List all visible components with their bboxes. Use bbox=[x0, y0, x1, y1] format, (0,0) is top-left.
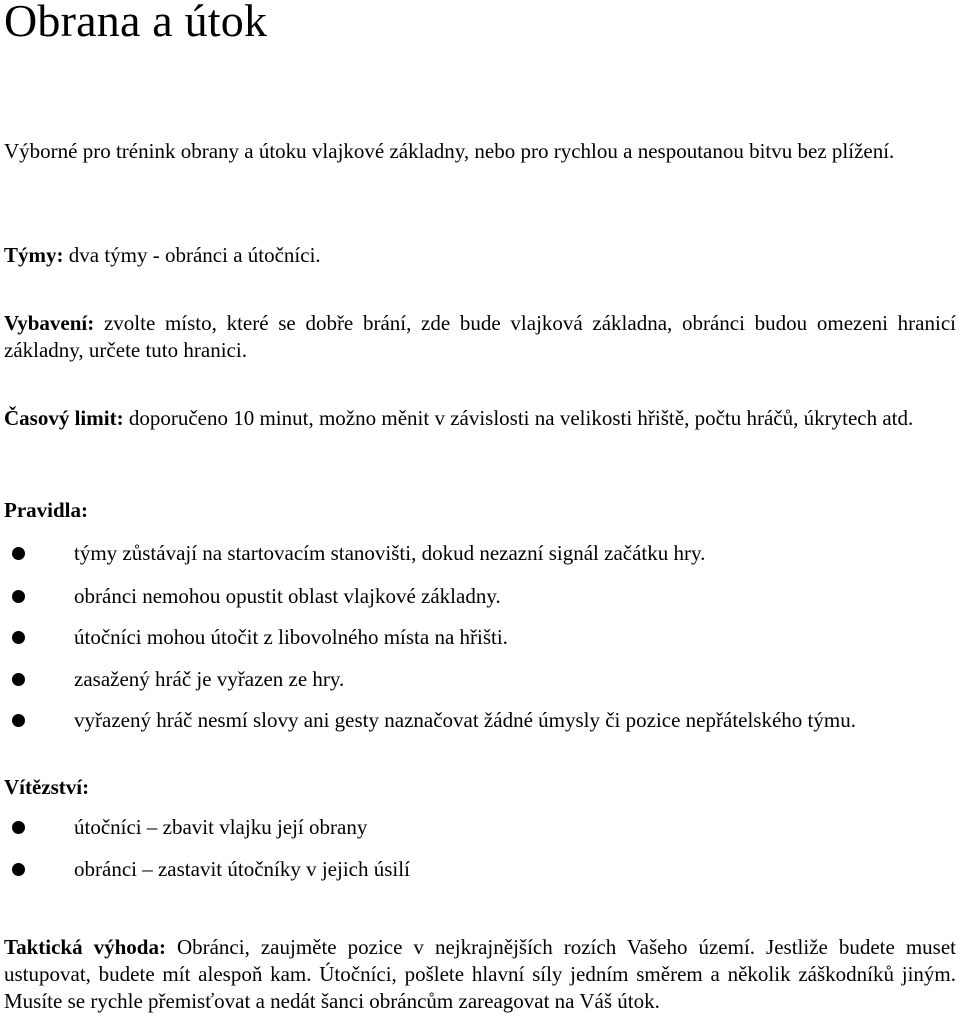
victory-text: útočníci – zbavit vlajku její obrany bbox=[74, 815, 368, 839]
bullet-icon bbox=[12, 631, 25, 644]
time-limit-paragraph bbox=[4, 405, 956, 432]
bullet-icon bbox=[12, 863, 25, 876]
equipment-label: Vybavení: bbox=[4, 311, 95, 335]
bullet-icon bbox=[12, 673, 25, 686]
teams-label: Týmy: bbox=[4, 243, 64, 267]
intro-paragraph: Výborné pro trénink obrany a útoku vlajkové základny, nebo pro rychlou a nespoutanou bitvu bez plížení. bbox=[4, 139, 895, 163]
time-limit-text: doporučeno 10 minut, možno měnit v závislosti na velikosti hřiště, počtu hráčů, úkrytech atd. bbox=[123, 406, 914, 430]
tactics-text: Obránci, zaujměte pozice v nejkrajnějších rozích Vašeho území. Jestliže budete muset ustupovat, budete mít alespoň kam. Útočníci, pošlete hlavní síly jedním směrem a několik záškodníků jiným. Musíte se rychle přemisťovat a nedát šanci obráncům zareagovat na Váš útok. bbox=[4, 935, 957, 1013]
rule-text: vyřazený hráč nesmí slovy ani gesty naznačovat žádné úmysly či pozice nepřátelského týmu. bbox=[74, 708, 856, 732]
tactics-paragraph bbox=[4, 934, 956, 1015]
time-limit-label: Časový limit: bbox=[4, 406, 124, 430]
bullet-icon bbox=[12, 821, 25, 834]
tactics-label: Taktická výhoda: bbox=[4, 935, 166, 959]
rule-text: útočníci mohou útočit z libovolného místa na hřišti. bbox=[74, 625, 508, 649]
bullet-icon bbox=[12, 714, 25, 727]
victory-text: obránci – zastavit útočníky v jejich úsilí bbox=[74, 857, 410, 881]
rules-heading: Pravidla: bbox=[4, 498, 88, 522]
page-title: Obrana a útok bbox=[4, 0, 268, 46]
rule-text: obránci nemohou opustit oblast vlajkové základny. bbox=[74, 584, 501, 608]
rule-text: zasažený hráč je vyřazen ze hry. bbox=[74, 667, 345, 691]
equipment-text: zvolte místo, které se dobře brání, zde bude vlajková základna, obránci budou omezeni hranicí základny, určete tuto hranici. bbox=[4, 311, 956, 362]
teams-paragraph bbox=[4, 242, 956, 269]
rule-text: týmy zůstávají na startovacím stanovišti, dokud nezazní signál začátku hry. bbox=[74, 541, 706, 565]
teams-text: dva týmy - obránci a útočníci. bbox=[63, 243, 321, 267]
equipment-paragraph bbox=[4, 310, 956, 364]
bullet-icon bbox=[12, 547, 25, 560]
bullet-icon bbox=[12, 590, 25, 603]
victory-heading: Vítězství: bbox=[4, 775, 90, 799]
